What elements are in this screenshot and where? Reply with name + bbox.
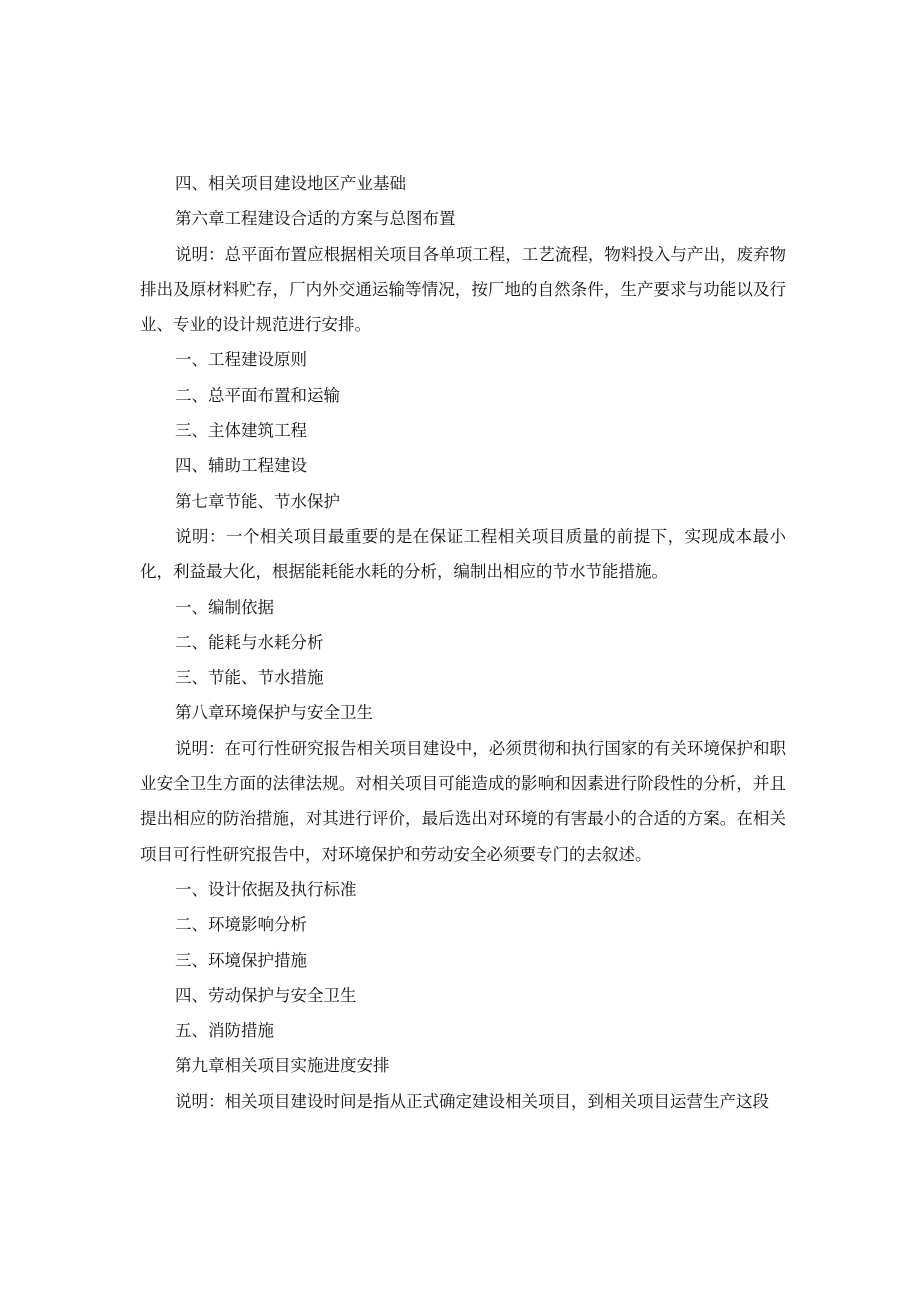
section-heading: 三、主体建筑工程 xyxy=(175,421,307,441)
section-heading: 四、劳动保护与安全卫生 xyxy=(175,985,357,1005)
explanation-paragraph: 说明：一个相关项目最重要的是在保证工程相关项目质量的前提下，实现成本最小化，利益最大化，根据能耗能水耗的分析，编制出相应的节水节能措施。 xyxy=(140,526,786,582)
section-heading: 一、设计依据及执行标准 xyxy=(175,879,357,899)
explanation-paragraph: 说明：相关项目建设时间是指从正式确定建设相关项目，到相关项目运营生产这段 xyxy=(175,1091,769,1111)
section-heading: 三、节能、节水措施 xyxy=(175,668,324,688)
section-heading: 五、消防措施 xyxy=(175,1021,274,1041)
chapter-title: 第九章相关项目实施进度安排 xyxy=(175,1056,390,1076)
section-heading: 二、环境影响分析 xyxy=(175,915,307,935)
section-heading: 四、辅助工程建设 xyxy=(175,456,307,476)
chapter-title: 第八章环境保护与安全卫生 xyxy=(175,703,373,723)
chapter-title: 第七章节能、节水保护 xyxy=(175,491,340,511)
section-heading: 一、工程建设原则 xyxy=(175,350,307,370)
section-heading: 二、总平面布置和运输 xyxy=(175,385,340,405)
explanation-paragraph: 说明：总平面布置应根据相关项目各单项工程，工艺流程，物料投入与产出，废弃物排出及原材料贮存，厂内外交通运输等情况，按厂地的自然条件，生产要求与功能以及行业、专业的设计规范进行安排。 xyxy=(140,244,786,335)
section-heading: 一、编制依据 xyxy=(175,597,274,617)
document-body xyxy=(140,166,786,1119)
section-heading: 二、能耗与水耗分析 xyxy=(175,632,324,652)
chapter-title: 第六章工程建设合适的方案与总图布置 xyxy=(175,209,456,229)
section-heading: 三、环境保护措施 xyxy=(175,950,307,970)
section-heading: 四、相关项目建设地区产业基础 xyxy=(175,174,406,193)
explanation-paragraph: 说明：在可行性研究报告相关项目建设中，必须贯彻和执行国家的有关环境保护和职业安全卫生方面的法律法规。对相关项目可能造成的影响和因素进行阶段性的分析，并且提出相应的防治措施，对其进行评价，最后选出对环境的有害最小的合适的方案。在相关项目可行性研究报告中，对环境保护和劳动安全必须要专门的去叙述。 xyxy=(140,738,786,864)
